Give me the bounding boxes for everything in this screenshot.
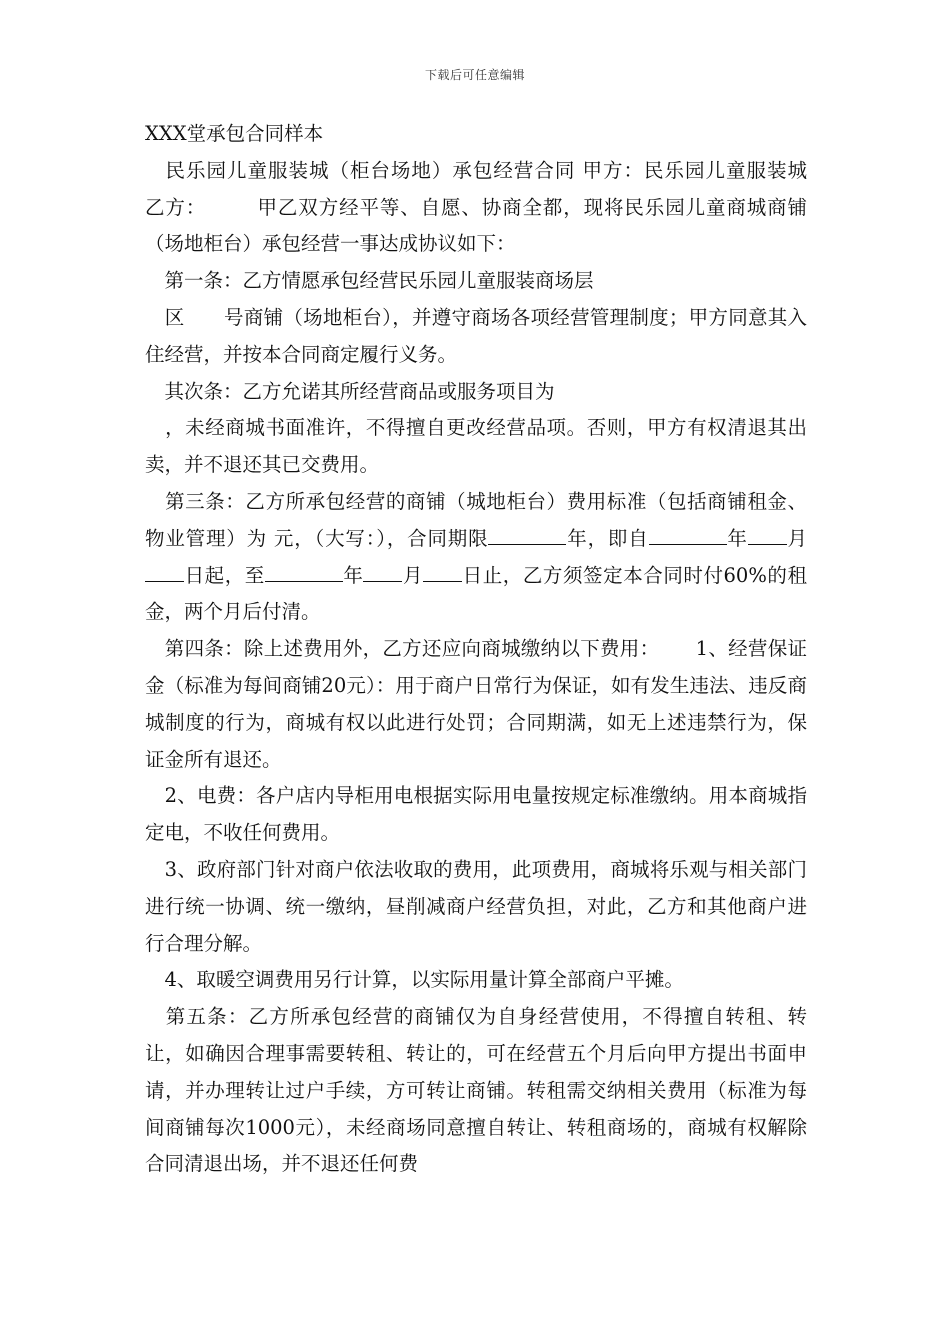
paragraph-item-4: 4、取暖空调费用另行计算，以实际用量计算全部商户平摊。 (145, 968, 684, 992)
paragraph-article-1-line-2: 区 号商铺（场地柜台），并遵守商场各项经营管理制度；甲方同意其入住经营，并按本合同商定履行义务。 (145, 305, 807, 366)
blank-start-year (649, 522, 727, 545)
article-3-text-until: 日起，至 (184, 563, 265, 587)
blank-end-year (265, 559, 343, 582)
paragraph-item-3: 3、政府部门针对商户依法收取的费用，此项费用，商城将乐观与相关部门进行统一协调、统一缴纳，昼削减商户经营负担，对此，乙方和其他商户进行合理分解。 (145, 857, 807, 955)
paragraph-article-4: 第四条：除上述费用外，乙方还应向商城缴纳以下费用： 1、经营保证金（标准为每间商铺20元）：用于商户日常行为保证，如有发生违法、违反商城制度的行为，商城有权以此进行处罚；合同期满，如无上述违禁行为，保证金所有退还。 (145, 637, 807, 771)
page-header-note: 下载后可任意编辑 (424, 68, 525, 82)
paragraph-item-2: 2、电费：各户店内导柜用电根据实际用电量按规定标准缴纳。用本商城指定电，不收任何费用。 (145, 784, 807, 845)
blank-start-month (748, 522, 787, 545)
paragraph-article-3 (145, 484, 807, 631)
blank-term-years (488, 522, 566, 545)
paragraph-article-5: 第五条：乙方所承包经营的商铺仅为自身经营使用，不得擅自转租、转让，如确因合理事需要转租、转让的，可在经营五个月后向甲方提出书面申请，并办理转让过户手续，方可转让商铺。转租需交纳相关费用（标准为每间商铺每次1000元），未经商场同意擅自转让、转租商场的，商城有权解除合同清退出场，并不退还任何费 (145, 1005, 807, 1176)
blank-end-day (423, 559, 462, 582)
article-3-text-end-year: 年 (342, 563, 364, 587)
paragraph-intro: 民乐园儿童服装城（柜台场地）承包经营合同 甲方：民乐园儿童服装城 乙方： 甲乙双方经平等、自愿、协商全都，现将民乐园儿童商城商铺（场地柜台）承包经营一事达成协议如下： (145, 158, 847, 256)
document-title: XXX堂承包合同样本 (145, 122, 324, 145)
article-3-text-from: 年，即自 (566, 526, 649, 550)
paragraph-article-2-line-2: ，未经商城书面准许，不得擅自更改经营品项。否则，甲方有权清退其出卖，并不退还其已交费用。 (145, 416, 807, 477)
article-3-text-end-month: 月 (402, 563, 424, 587)
article-3-text-payment: 日止，乙方须签定本合同时付60%的租金，两个月后付清。 (145, 563, 807, 624)
article-3-text-year: 年 (726, 526, 748, 550)
paragraph-article-1-line-1: 第一条：乙方情愿承包经营民乐园儿童服装商场层 (145, 269, 594, 293)
paragraph-article-2-line-1: 其次条：乙方允诺其所经营商品或服务项目为 (145, 379, 555, 403)
blank-end-month (363, 559, 402, 582)
document-body (145, 116, 847, 1183)
blank-start-day (145, 559, 184, 582)
article-3-text-month: 月 (786, 526, 807, 550)
article-3-text-fee: 第三条：乙方所承包经营的商铺（城地柜台）费用标准（包括商铺租金、物业管理）为 元，（大写：），合同期限 (145, 489, 807, 550)
